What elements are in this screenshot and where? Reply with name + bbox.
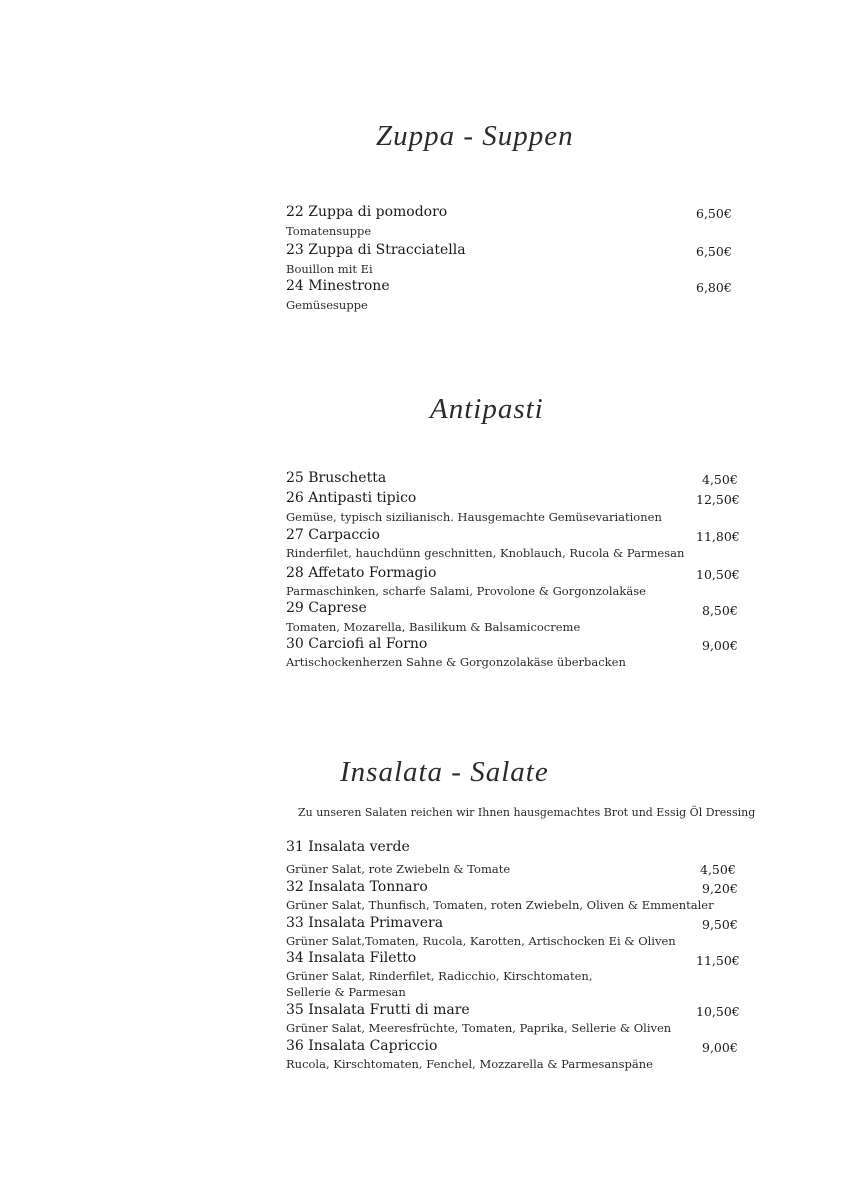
menu-item-title: 30 Carciofi al Forno [286, 636, 428, 652]
menu-item-desc: Bouillon mit Ei [286, 262, 373, 276]
menu-item-desc: Grüner Salat, Meeresfrüchte, Tomaten, Paprika, Sellerie & Oliven [286, 1021, 672, 1035]
menu-item-title: 29 Caprese [286, 600, 367, 616]
menu-item-price: 8,50€ [702, 603, 738, 618]
menu-item-price: 9,00€ [702, 1040, 738, 1055]
menu-item-price: 10,50€ [696, 567, 740, 582]
menu-item-desc: Grüner Salat,Tomaten, Rucola, Karotten, Artischocken Ei & Oliven [286, 934, 676, 948]
menu-item-price: 6,80€ [696, 280, 732, 295]
menu-item-title: 36 Insalata Capriccio [286, 1038, 438, 1054]
menu-item-desc: Sellerie & Parmesan [286, 985, 406, 999]
menu-item-title: 31 Insalata verde [286, 839, 410, 855]
menu-item-price: 4,50€ [700, 862, 736, 877]
menu-item-title: 32 Insalata Tonnaro [286, 879, 428, 895]
menu-item-desc: Gemüse, typisch sizilianisch. Hausgemachte Gemüsevariationen [286, 510, 662, 524]
menu-item-desc: Grüner Salat, Rinderfilet, Radicchio, Kirschtomaten, [286, 969, 593, 983]
menu-item-price: 9,20€ [702, 881, 738, 896]
salads-intro: Zu unseren Salaten reichen wir Ihnen hausgemachtes Brot und Essig Öl Dressing [298, 806, 756, 819]
menu-item-desc: Artischockenherzen Sahne & Gorgonzolakäse überbacken [286, 655, 626, 669]
menu-item-title: 23 Zuppa di Stracciatella [286, 242, 466, 258]
menu-item-title: 35 Insalata Frutti di mare [286, 1002, 470, 1018]
menu-item-desc: Rucola, Kirschtomaten, Fenchel, Mozzarella & Parmesanspäne [286, 1057, 653, 1071]
menu-item-price: 9,00€ [702, 638, 738, 653]
menu-item-price: 9,50€ [702, 917, 738, 932]
menu-item-price: 10,50€ [696, 1004, 740, 1019]
menu-item-title: 34 Insalata Filetto [286, 950, 417, 966]
menu-item-title: 25 Bruschetta [286, 470, 387, 486]
menu-item-desc: Tomatensuppe [286, 224, 372, 238]
menu-item-title: 26 Antipasti tipico [286, 490, 417, 506]
menu-item-desc: Tomaten, Mozarella, Basilikum & Balsamicocreme [286, 620, 581, 634]
soups-heading: Zuppa - Suppen [376, 120, 574, 152]
menu-item-desc: Grüner Salat, Thunfisch, Tomaten, roten Zwiebeln, Oliven & Emmentaler [286, 898, 714, 912]
menu-item-price: 12,50€ [696, 492, 740, 507]
menu-item-desc: Rinderfilet, hauchdünn geschnitten, Knoblauch, Rucola & Parmesan [286, 546, 685, 560]
menu-item-title: 24 Minestrone [286, 278, 390, 294]
menu-item-price: 6,50€ [696, 244, 732, 259]
menu-item-title: 28 Affetato Formagio [286, 565, 437, 581]
menu-item-title: 33 Insalata Primavera [286, 915, 444, 931]
menu-item-desc: Gemüsesuppe [286, 298, 368, 312]
menu-item-title: 27 Carpaccio [286, 527, 380, 543]
menu-item-desc: Grüner Salat, rote Zwiebeln & Tomate [286, 862, 511, 876]
salads-heading: Insalata - Salate [340, 756, 549, 788]
menu-item-price: 4,50€ [702, 472, 738, 487]
menu-item-price: 11,50€ [696, 953, 740, 968]
menu-item-title: 22 Zuppa di pomodoro [286, 204, 448, 220]
menu-item-price: 11,80€ [696, 529, 740, 544]
menu-item-price: 6,50€ [696, 206, 732, 221]
antipasti-heading: Antipasti [430, 393, 544, 425]
menu-item-desc: Parmaschinken, scharfe Salami, Provolone & Gorgonzolakäse [286, 584, 646, 598]
